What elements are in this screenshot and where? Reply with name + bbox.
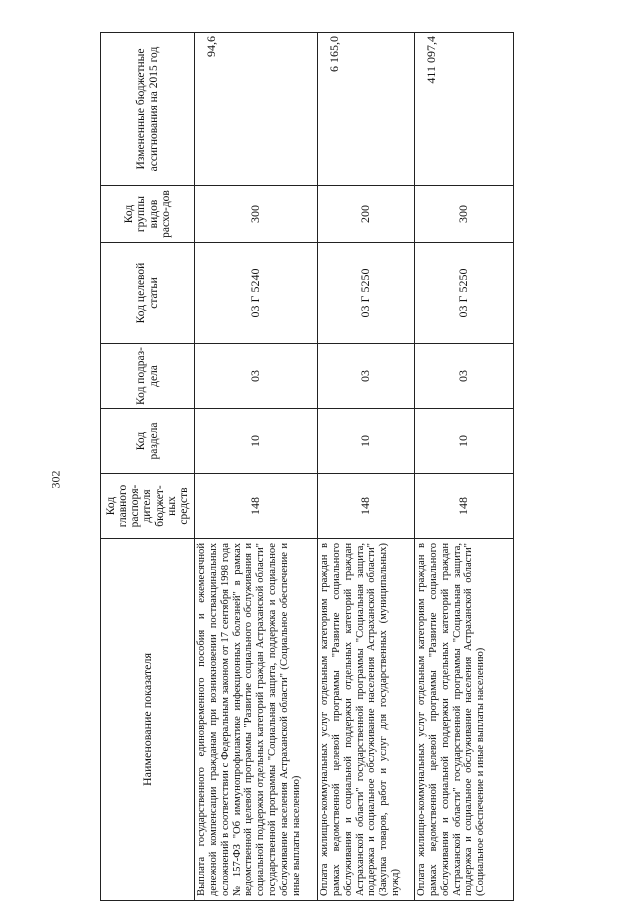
header-budget-2015: Измененные бюджетные ассигнования на 2015 год — [101, 33, 195, 186]
table-row — [415, 33, 514, 901]
row-grbs-code: 148 — [195, 474, 318, 539]
row-subsection-code: 03 — [415, 344, 514, 409]
header-expense-type-code: Код группы видов расхо-дов — [101, 186, 195, 243]
page-number: 302 — [48, 470, 63, 489]
header-target-item-code: Код целевой статьи — [101, 243, 195, 344]
row-section-code: 10 — [318, 409, 415, 474]
row-expense-type-code: 200 — [318, 186, 415, 243]
header-section-code: Код раздела — [101, 409, 195, 474]
table-row — [195, 33, 318, 901]
row-budget-amount: 94,6 — [195, 33, 318, 186]
row-budget-amount: 6 165,0 — [318, 33, 415, 186]
row-indicator-name: Выплата государственного единовременного пособия и ежемесячной денежной компенсации гражданам при возникновении поствакцинальных осложнений в соответствии с Федеральным законом от 17 сентября 1998 года № 157-ФЗ "Об иммунопрофилактике инфекционных болезней" в рамках ведомственной целевой программы "Развитие социального обслуживания и социальной поддержки отдельных категорий граждан Астраханской области" государственной программы "Социальная защита, поддержка и социальное обслуживание населения Астраханской области" (Социальное обеспечение и иные выплаты населению) — [195, 539, 318, 901]
row-budget-amount: 411 097,4 — [415, 33, 514, 186]
budget-table-rotated — [100, 33, 513, 901]
row-grbs-code: 148 — [318, 474, 415, 539]
header-row — [101, 33, 195, 901]
row-target-item-code: 03 Г 5240 — [195, 243, 318, 344]
row-target-item-code: 03 Г 5250 — [415, 243, 514, 344]
row-target-item-code: 03 Г 5250 — [318, 243, 415, 344]
row-indicator-name: Оплата жилищно-коммунальных услуг отдельным категориям граждан в рамках ведомственной целевой программы "Развитие социального обслуживания и социальной поддержки отдельных категорий граждан Астраханской области" государственной программы "Социальная защита, поддержка и социальное обслуживание населения Астраханской области" (Социальное обеспечение и иные выплаты населению) — [415, 539, 514, 901]
row-section-code: 10 — [415, 409, 514, 474]
table-row — [318, 33, 415, 901]
row-grbs-code: 148 — [415, 474, 514, 539]
row-expense-type-code: 300 — [195, 186, 318, 243]
budget-table — [100, 32, 514, 901]
header-subsection-code: Код подраз-дела — [101, 344, 195, 409]
header-grbs-code: Код главного распоря-дителя бюджет-ных средств — [101, 474, 195, 539]
row-subsection-code: 03 — [318, 344, 415, 409]
row-indicator-name: Оплата жилищно-коммунальных услуг отдельным категориям граждан в рамках ведомственной целевой программы "Развитие социального обслуживания и социальной поддержки отдельных категорий граждан Астраханской области" государственной программы "Социальная защита, поддержка и социальное обслуживание населения Астраханской области" (Закупка товаров, работ и услуг для государственных (муниципальных) нужд) — [318, 539, 415, 901]
row-expense-type-code: 300 — [415, 186, 514, 243]
row-subsection-code: 03 — [195, 344, 318, 409]
header-indicator-name: Наименование показателя — [101, 539, 195, 901]
row-section-code: 10 — [195, 409, 318, 474]
